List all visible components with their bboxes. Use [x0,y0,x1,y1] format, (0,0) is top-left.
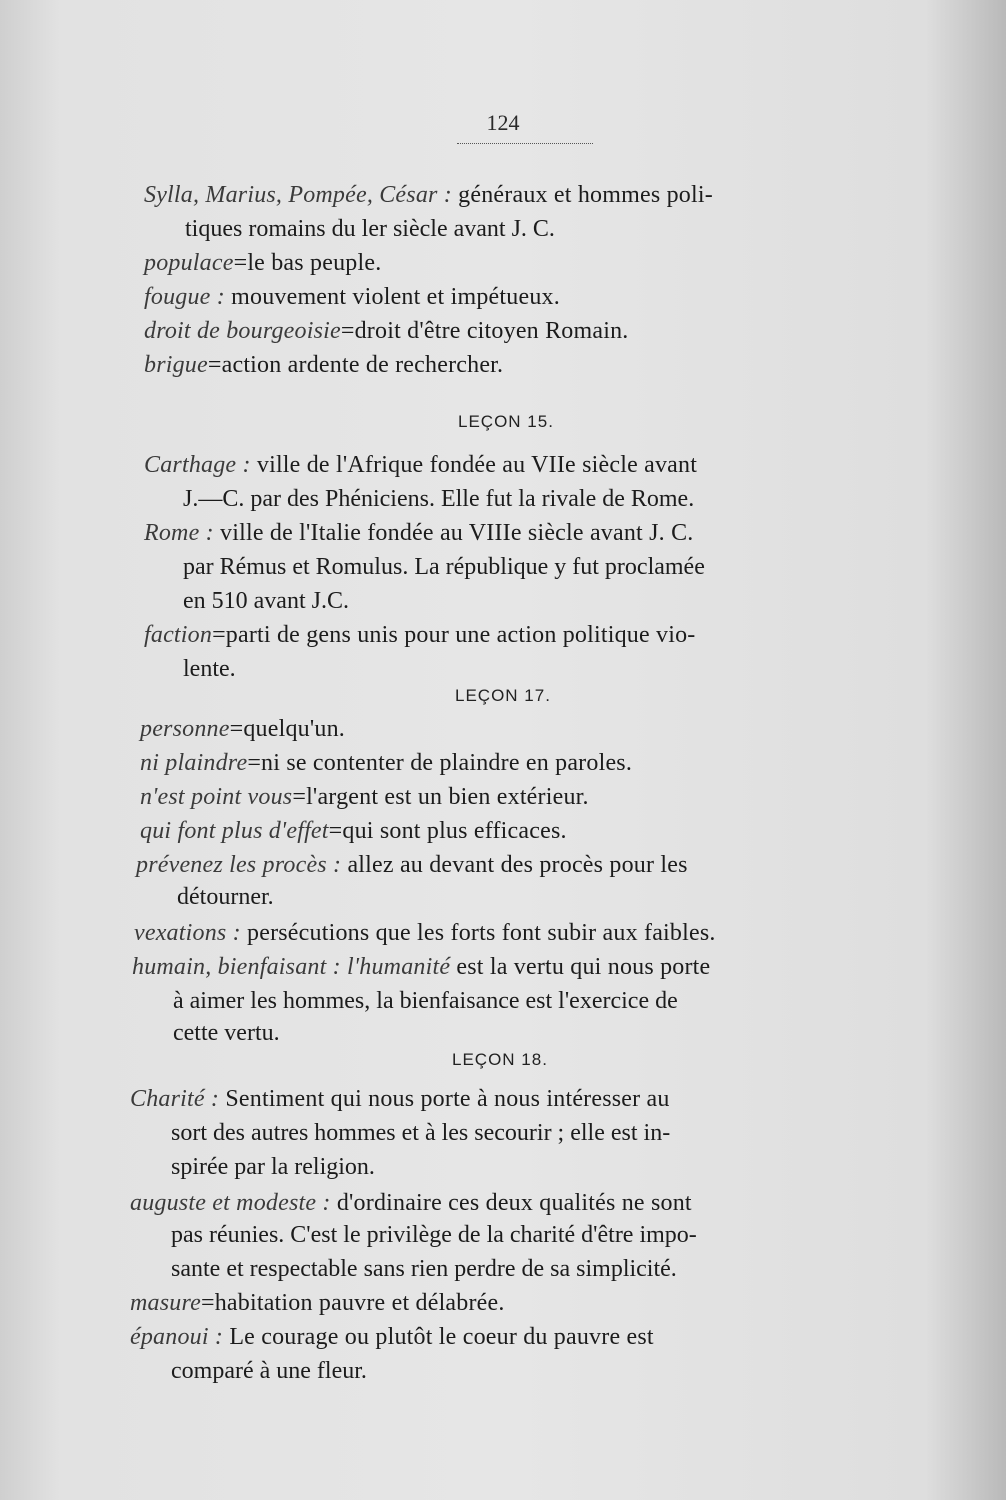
glossary-entry [136,848,688,882]
glossary-entry [140,712,345,746]
glossary-continuation: par Rémus et Romulus. La république y fut proclamée [183,554,705,580]
glossary-term: Charité : [130,1086,220,1112]
glossary-continuation: J.—C. par des Phéniciens. Elle fut la rivale de Rome. [183,486,695,512]
glossary-continuation: comparé à une fleur. [171,1358,367,1384]
glossary-entry [132,950,710,984]
glossary-entry [144,246,381,280]
glossary-term: Carthage : [144,452,251,478]
glossary-definition: est la vertu qui nous porte [450,954,711,980]
glossary-term: brigue [144,352,208,378]
glossary-definition: Sentiment qui nous porte à nous intéresser au [219,1086,670,1112]
glossary-definition: =droit d'être citoyen Romain. [340,318,629,344]
glossary-continuation: spirée par la religion. [171,1154,375,1180]
page-number: 124 [486,110,520,135]
glossary-definition: =parti de gens unis pour une action politique vio- [212,622,696,648]
lesson-heading: LEÇON 18. [452,1050,548,1069]
glossary-term: vexations : [134,920,241,946]
glossary-definition: =ni se contenter de plaindre en paroles. [247,750,633,776]
glossary-term: fougue : [144,284,225,310]
glossary-definition: persécutions que les forts font subir aux faibles. [240,920,716,946]
glossary-term: personne [140,716,230,742]
glossary-term: n'est point vous [140,784,293,810]
glossary-entry [144,448,697,482]
glossary-term: Rome : [144,520,214,546]
glossary-definition: =quelqu'un. [229,716,345,742]
glossary-continuation: détourner. [177,884,274,910]
lesson-heading: LEÇON 15. [458,412,554,431]
glossary-entry [144,516,693,550]
glossary-entry [130,1286,505,1320]
glossary-definition: =action ardente de rechercher. [207,352,504,378]
glossary-definition: ville de l'Italie fondée au VIIIe siècle avant J. C. [213,520,694,546]
glossary-continuation: pas réunies. C'est le privilège de la charité d'être impo- [171,1222,697,1248]
glossary-term: ni plaindre [140,750,248,776]
glossary-entry [144,178,713,212]
glossary-entry [140,780,589,814]
glossary-term: faction [144,622,213,648]
glossary-term: auguste et modeste : [130,1190,331,1216]
glossary-entry [130,1082,670,1116]
glossary-definition: ville de l'Afrique fondée au VIIe siècle avant [250,452,698,478]
glossary-definition: =habitation pauvre et délabrée. [200,1290,505,1316]
glossary-entry [144,314,628,348]
glossary-entry [140,746,632,780]
glossary-entry [140,814,567,848]
glossary-continuation: cette vertu. [173,1020,280,1046]
glossary-term: qui font plus d'effet [140,818,329,844]
glossary-definition: =qui sont plus efficaces. [328,818,567,844]
glossary-continuation: en 510 avant J.C. [183,588,349,614]
page-number-rule [457,143,593,144]
glossary-definition: généraux et hommes poli- [451,182,713,208]
glossary-definition: allez au devant des procès pour les [341,852,688,878]
glossary-continuation: sort des autres hommes et à les secourir ; elle est in- [171,1120,671,1146]
glossary-term: épanoui : [130,1324,224,1350]
glossary-continuation: à aimer les hommes, la bienfaisance est l'exercice de [173,988,678,1014]
lesson-heading: LEÇON 17. [455,686,551,705]
glossary-entry [144,618,696,652]
glossary-definition: =l'argent est un bien extérieur. [292,784,589,810]
glossary-term: droit de bourgeoisie [144,318,341,344]
glossary-continuation: lente. [183,656,236,682]
glossary-term: Sylla, Marius, Pompée, César : [144,182,452,208]
glossary-term: humain, bienfaisant : l'humanité [132,954,451,980]
glossary-definition: Le courage ou plutôt le coeur du pauvre est [223,1324,654,1350]
glossary-definition: mouvement violent et impétueux. [224,284,560,310]
glossary-continuation: sante et respectable sans rien perdre de sa simplicité. [171,1256,677,1282]
glossary-definition: =le bas peuple. [233,250,382,276]
glossary-entry [130,1186,692,1220]
glossary-entry [134,916,716,950]
glossary-entry [144,280,560,314]
glossary-term: populace [144,250,234,276]
glossary-continuation: tiques romains du ler siècle avant J. C. [185,216,555,242]
glossary-definition: d'ordinaire ces deux qualités ne sont [330,1190,692,1216]
glossary-term: prévenez les procès : [136,852,342,878]
glossary-entry [144,348,503,382]
glossary-entry [130,1320,654,1354]
glossary-term: masure [130,1290,201,1316]
